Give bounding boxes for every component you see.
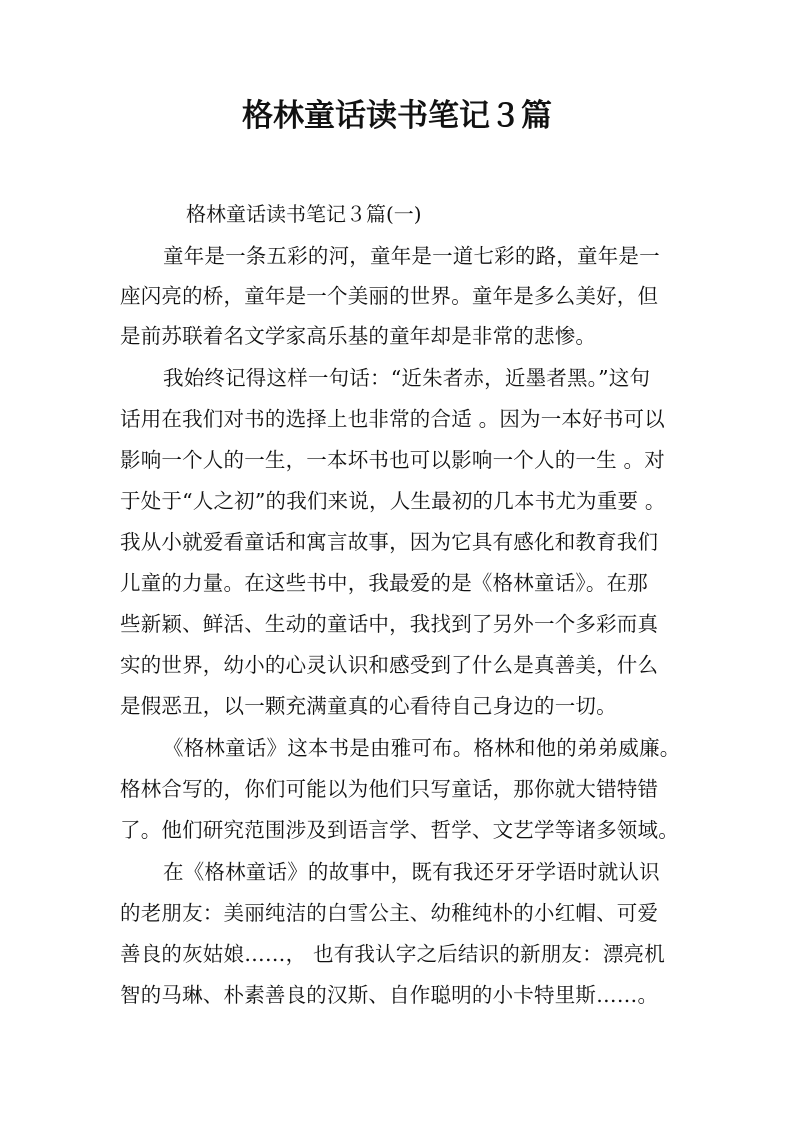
text-line: 我始终记得这样一句话：“近朱者赤，近墨者黑。”这句 [163,366,651,390]
text-line: 是前苏联着名文学家高乐基的童年却是非常的悲惨。 [120,324,597,348]
text-line: 的老朋友：美丽纯洁的白雪公主、幼稚纯朴的小红帽、可爱 [120,901,659,925]
text-line: 些新颖、鲜活、生动的童话中，我找到了另外一个多彩而真 [120,612,659,636]
text-line: 影响一个人的一生，一本坏书也可以影响一个人的一生 。对 [120,448,665,472]
section-subtitle: 格林童话读书笔记３篇(一) [186,202,422,226]
text-line: 《格林童话》这本书是由雅可布。格林和他的弟弟威廉。 [163,736,681,760]
text-line: 儿童的力量。在这些书中，我最爱的是《格林童话》。在那 [120,571,648,595]
text-line: 善良的灰姑娘……， 也有我认字之后结识的新朋友：漂亮机 [120,942,665,966]
text-line: 于处于“人之初”的我们来说，人生最初的几本书尤为重要 。 [120,489,666,513]
text-line: 格林合写的，你们可能以为他们只写童话，那你就大错特错 [120,777,659,801]
text-line: 是假恶丑，以一颗充满童真的心看待自己身边的一切。 [120,694,617,718]
text-line: 童年是一条五彩的河，童年是一道七彩的路，童年是一 [163,244,660,268]
document-title: 格林童话读书笔记３篇 [242,98,552,134]
text-line: 座闪亮的桥，童年是一个美丽的世界。童年是多么美好，但 [120,284,659,308]
text-line: 了。他们研究范围涉及到语言学、哲学、文艺学等诸多领域。 [120,818,679,842]
text-line: 实的世界，幼小的心灵认识和感受到了什么是真善美，什么 [120,653,659,677]
text-line: 我从小就爱看童话和寓言故事，因为它具有感化和教育我们 [120,530,659,554]
text-line: 智的马琳、朴素善良的汉斯、自作聪明的小卡特里斯……。 [120,983,659,1007]
text-line: 话用在我们对书的选择上也非常的合适 。因为一本好书可以 [120,407,665,431]
text-line: 在《格林童话》的故事中，既有我还牙牙学语时就认识 [163,860,660,884]
